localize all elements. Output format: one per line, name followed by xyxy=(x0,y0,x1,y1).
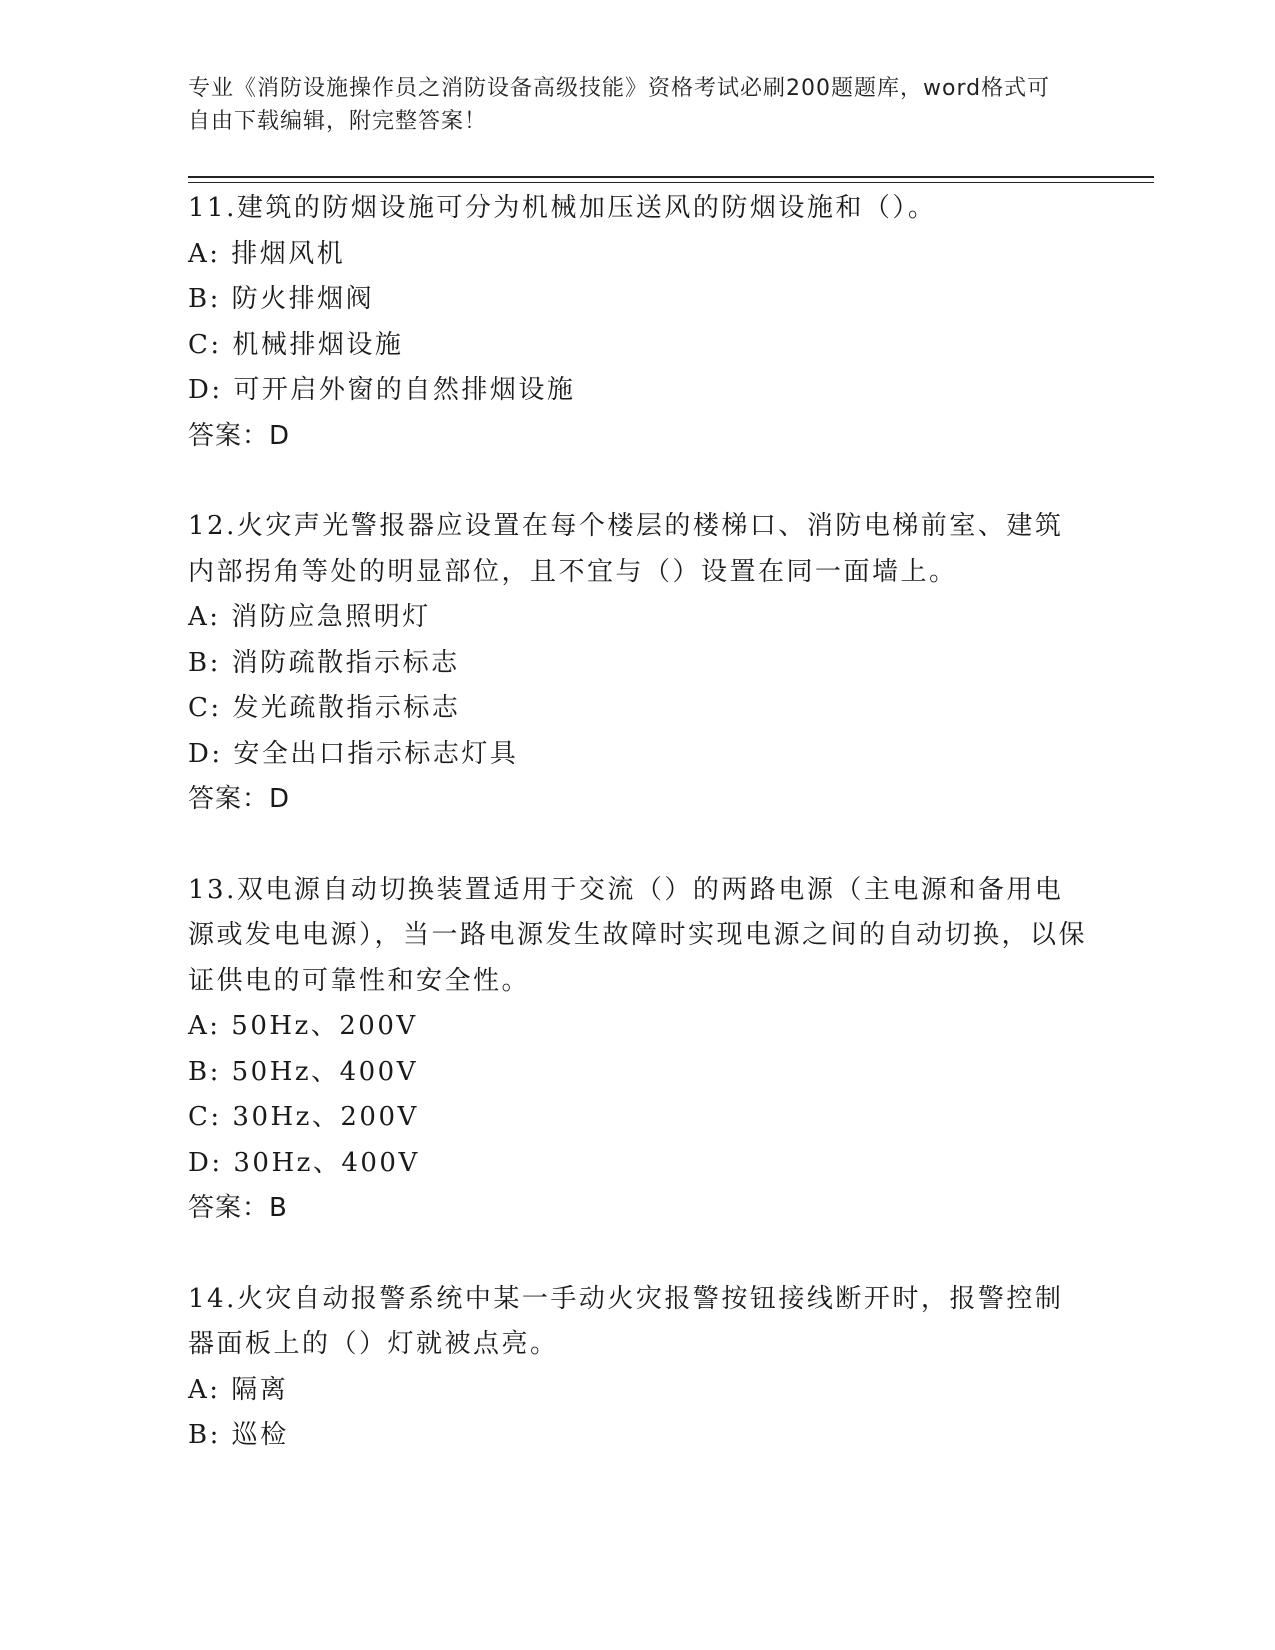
option-a: A: 消防应急照明灯 xyxy=(188,602,431,632)
option-c: C: 30Hz、200V xyxy=(188,1102,419,1132)
option-d: D: 30Hz、400V xyxy=(188,1147,420,1178)
question-12 xyxy=(188,504,1088,823)
option-c: C: 发光疏散指示标志 xyxy=(188,693,461,723)
header-divider xyxy=(188,176,1154,178)
option-a: A: 隔离 xyxy=(188,1374,289,1405)
option-c: C: 机械排烟设施 xyxy=(188,329,404,360)
answer: 答案：D xyxy=(188,784,291,814)
option-b: B: 巡检 xyxy=(188,1420,289,1450)
question-text: 11.建筑的防烟设施可分为机械加压送风的防烟设施和（）。 xyxy=(188,193,937,223)
question-list xyxy=(188,186,1088,1504)
question-text: 14.火灾自动报警系统中某一手动火灾报警按钮接线断开时，报警控制器面板上的（）灯就被点亮。 xyxy=(188,1283,1064,1359)
answer: 答案：D xyxy=(188,420,291,451)
answer: 答案：B xyxy=(188,1193,288,1223)
option-a: A: 排烟风机 xyxy=(188,238,346,269)
header-divider-thin xyxy=(188,182,1154,183)
question-text: 12.火灾声光警报器应设置在每个楼层的楼梯口、消防电梯前室、建筑内部拐角等处的明显部位，且不宜与（）设置在同一面墙上。 xyxy=(188,511,1064,587)
option-a: A: 50Hz、200V xyxy=(188,1011,418,1041)
question-text: 13.双电源自动切换装置适用于交流（）的两路电源（主电源和备用电源或发电电源），当一路电源发生故障时实现电源之间的自动切换，以保证供电的可靠性和安全性。 xyxy=(188,874,1088,996)
question-13 xyxy=(188,868,1088,1232)
option-b: B: 消防疏散指示标志 xyxy=(188,647,460,678)
question-11 xyxy=(188,186,1088,459)
option-d: D: 安全出口指示标志灯具 xyxy=(188,738,519,769)
option-d: D: 可开启外窗的自然排烟设施 xyxy=(188,375,576,405)
option-b: B: 防火排烟阀 xyxy=(188,284,375,314)
question-14 xyxy=(188,1277,1088,1459)
option-b: B: 50Hz、400V xyxy=(188,1056,418,1087)
document-header: 专业《消防设施操作员之消防设备高级技能》资格考试必刷200题题库，word格式可自由下载编辑，附完整答案！ xyxy=(188,76,1051,134)
